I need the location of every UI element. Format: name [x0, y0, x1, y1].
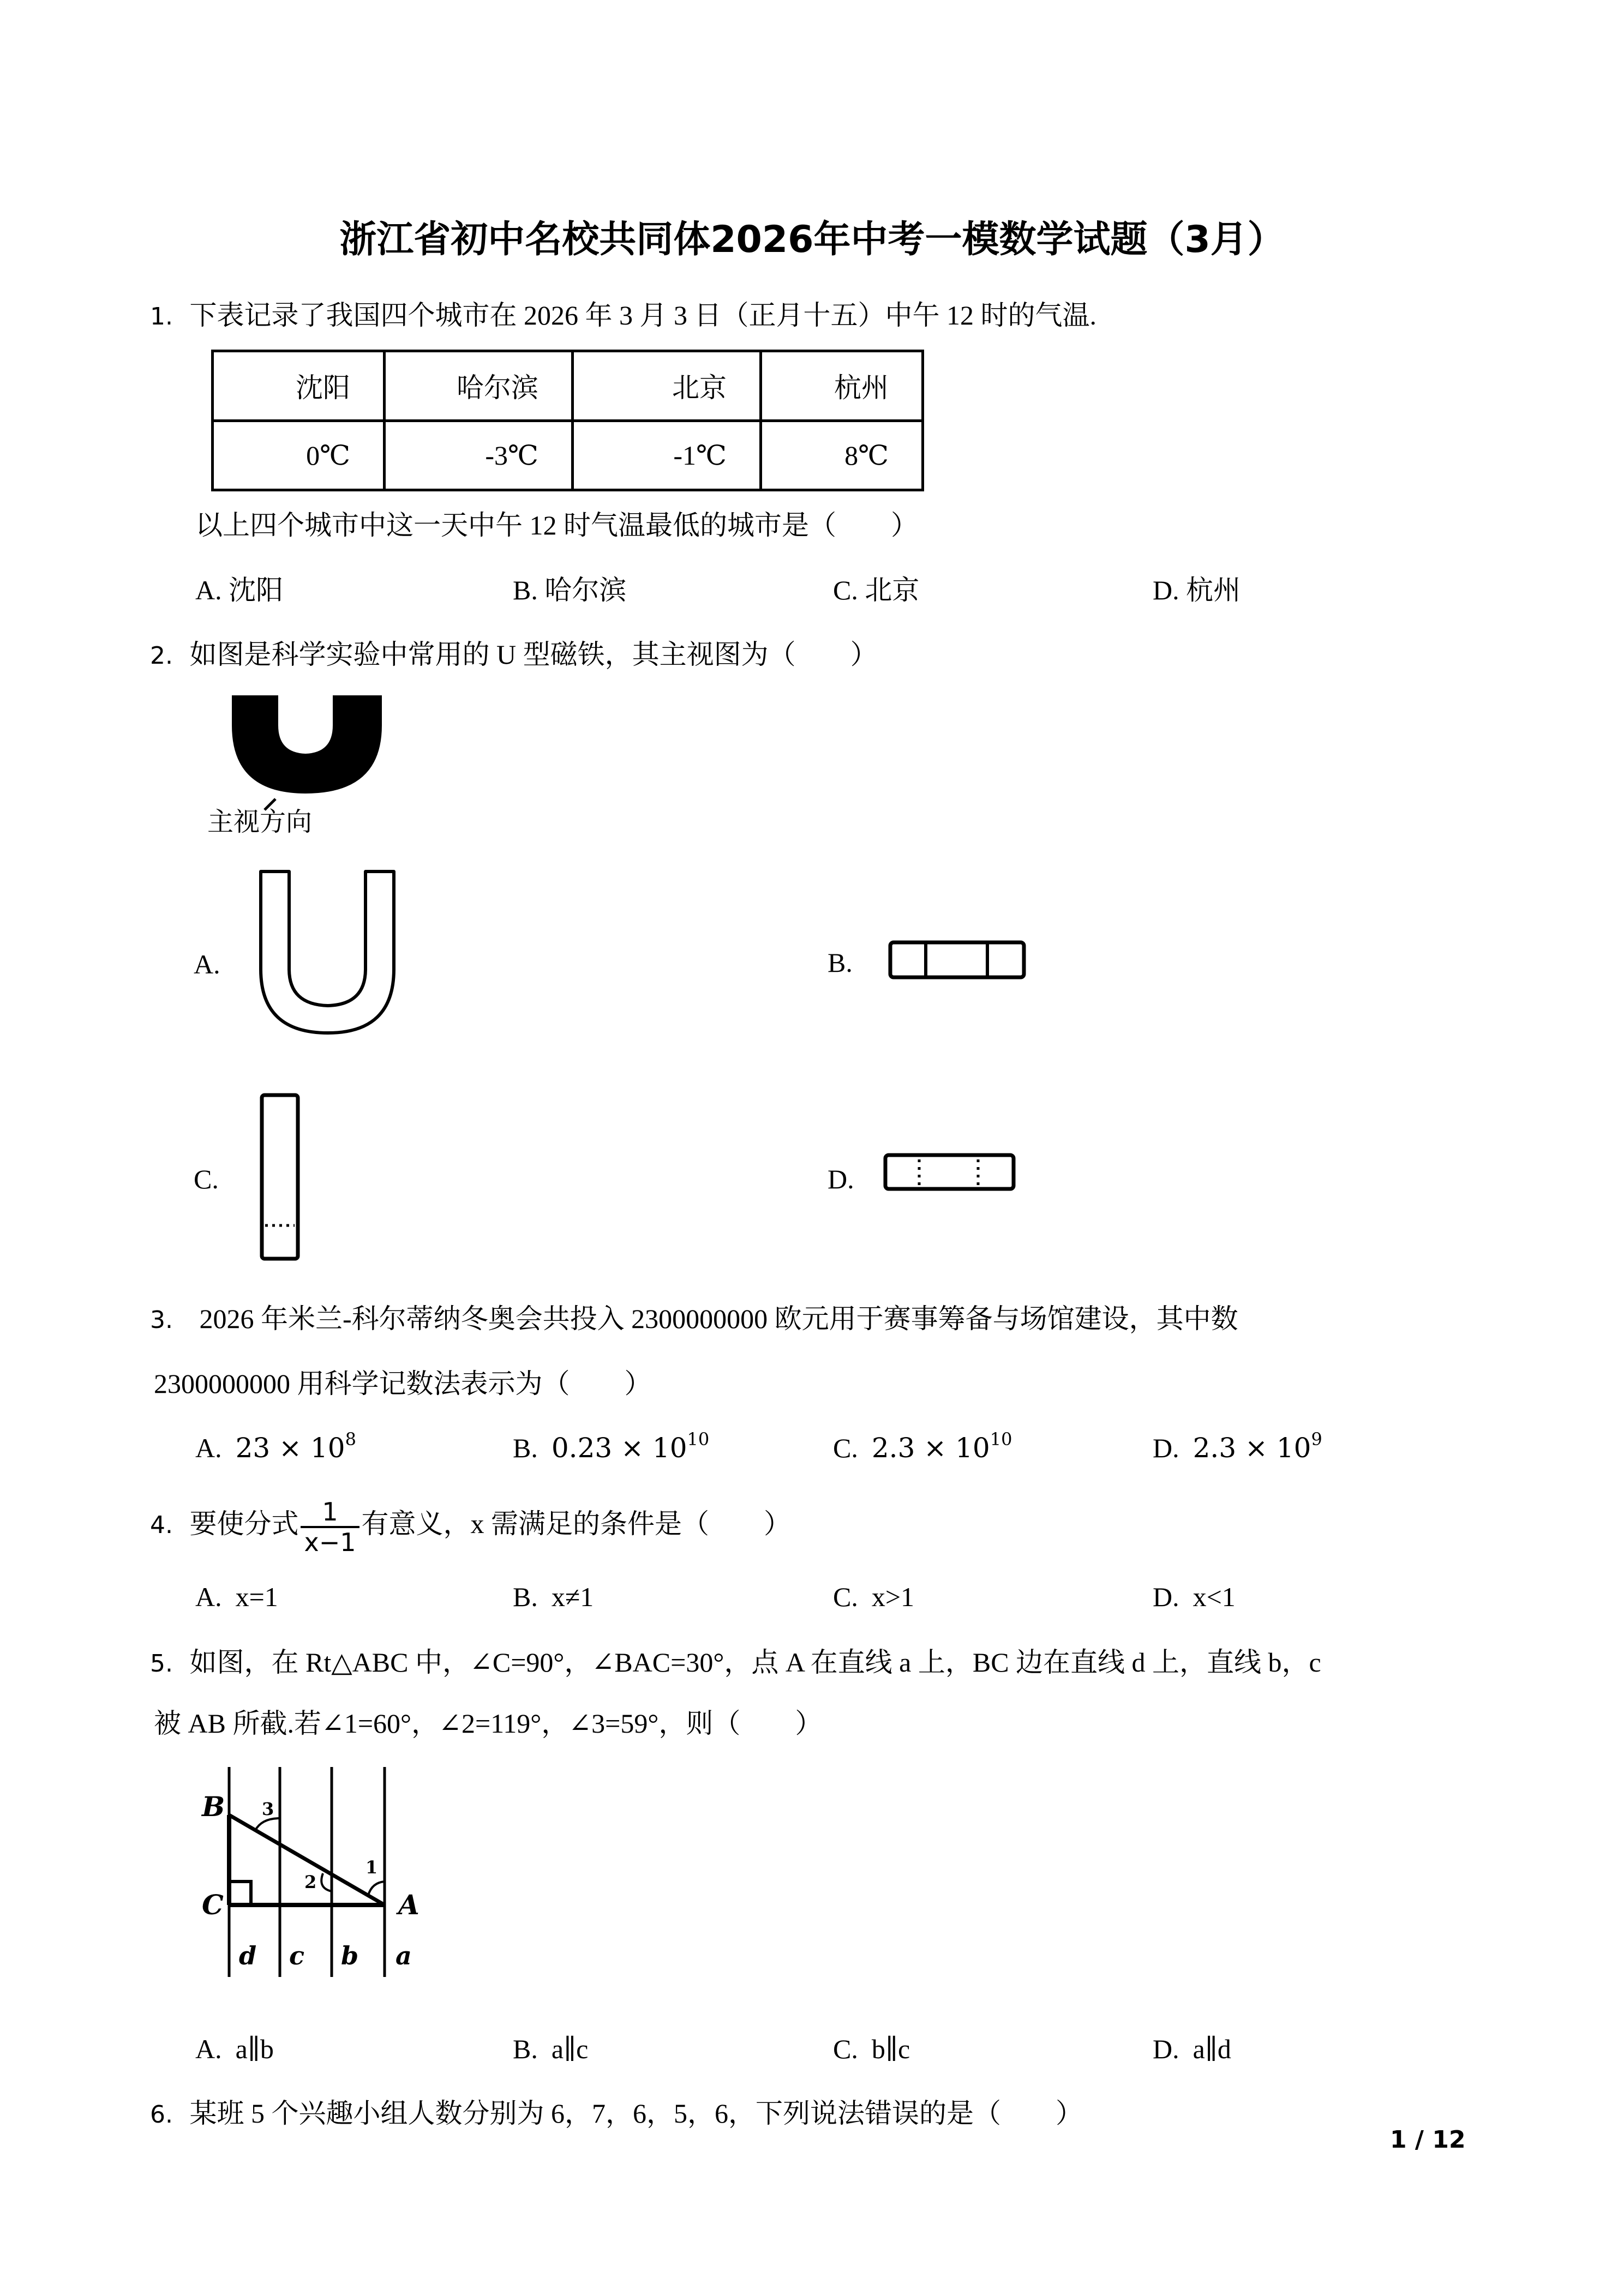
option-b-rect-three-cells[interactable] [888, 940, 1027, 981]
label-line-d: d [239, 1941, 257, 1970]
question-text: 如图是科学实验中常用的 U 型磁铁，其主视图为（ ） [189, 639, 878, 670]
option-label: D. [1153, 2034, 1179, 2064]
option-c[interactable] [833, 574, 919, 606]
option-text: a∥c [551, 2034, 589, 2064]
question-number: 6. [150, 2101, 173, 2129]
option-a-label[interactable]: A. [194, 949, 220, 979]
option-label: C. [833, 575, 858, 605]
option-d-label[interactable]: D. [828, 1164, 854, 1194]
base: 10 [1276, 1432, 1311, 1464]
coefficient: 0.23 [551, 1432, 613, 1464]
option-b[interactable] [513, 1429, 710, 1464]
option-label: B. [513, 1433, 538, 1463]
option-label: B. [513, 2034, 538, 2064]
fraction [301, 1498, 359, 1556]
option-label: B. [513, 575, 538, 605]
option-label: D. [1153, 575, 1179, 605]
angle-3-arc [255, 1818, 280, 1830]
question-number: 4. [150, 1511, 173, 1539]
question-5-line2: 被 AB 所截.若∠1=60°，∠2=119°，∠3=59°，则（ ） [154, 1708, 823, 1739]
u-magnet-shape [232, 695, 382, 794]
right-angle-mark [229, 1882, 251, 1905]
exponent: 9 [1311, 1429, 1322, 1450]
option-label: C. [833, 1582, 858, 1612]
option-text: 杭州 [1186, 575, 1241, 605]
times-sign: × [621, 1432, 644, 1464]
option-d[interactable] [1153, 1580, 1236, 1613]
label-angle-3: 3 [262, 1799, 274, 1819]
exponent: 10 [687, 1429, 710, 1450]
option-text: b∥c [871, 2034, 910, 2064]
option-a[interactable] [195, 574, 283, 606]
question-text-line1: 2026 年米兰-科尔蒂纳冬奥会共投入 2300000000 欧元用于赛事筹备与场馆建设，其中数 [199, 1303, 1238, 1334]
table-row-temperatures [213, 420, 923, 490]
label-b: B [202, 1790, 225, 1823]
angle-1-arc [368, 1882, 385, 1895]
question-1 [150, 299, 1096, 333]
option-d-rect-dotted-dividers[interactable] [883, 1153, 1016, 1192]
fraction-denominator: x−1 [304, 1527, 356, 1557]
table-cell: 沈阳 [213, 351, 385, 421]
exponent: 10 [990, 1429, 1012, 1450]
option-b[interactable] [513, 574, 626, 606]
table-cell: -1℃ [573, 420, 761, 490]
coefficient: 2.3 [1192, 1432, 1237, 1464]
option-label: C. [833, 1433, 858, 1463]
option-a-u-outline[interactable] [256, 868, 399, 1037]
times-sign: × [1245, 1432, 1268, 1464]
option-text: 哈尔滨 [544, 575, 627, 605]
exponent: 8 [345, 1429, 356, 1450]
page-number: 1 / 12 [1390, 2126, 1466, 2154]
table-cell: -3℃ [385, 420, 573, 490]
option-d[interactable] [1153, 2033, 1231, 2065]
fraction-numerator: 1 [301, 1498, 359, 1528]
question-text: 某班 5 个兴趣小组人数分别为 6，7，6，5，6，下列说法错误的是（ ） [189, 2098, 1083, 2129]
question-5 [150, 1646, 1321, 1680]
option-label: B. [513, 1582, 538, 1612]
question-number: 5. [150, 1650, 173, 1678]
option-d[interactable] [1153, 1429, 1322, 1464]
table-cell: 8℃ [761, 420, 923, 490]
option-label: A. [195, 2034, 222, 2064]
coefficient: 23 [235, 1432, 271, 1464]
option-b-label[interactable]: B. [828, 947, 853, 978]
question-number: 1. [150, 303, 173, 330]
base: 10 [310, 1432, 345, 1464]
table-cell: 杭州 [761, 351, 923, 421]
option-c[interactable] [833, 1580, 914, 1613]
triangle-parallel-lines-figure [196, 1762, 426, 1985]
question-6 [150, 2097, 1083, 2131]
question-2 [150, 638, 878, 672]
label-line-a: a [395, 1941, 412, 1970]
times-sign: × [279, 1432, 302, 1464]
question-3-line2: 2300000000 用科学记数法表示为（ ） [154, 1368, 652, 1399]
option-label: A. [195, 1433, 222, 1463]
option-a[interactable] [195, 2033, 274, 2065]
base: 10 [652, 1432, 687, 1464]
question-text-before: 要使分式 [189, 1508, 299, 1539]
option-text: x≠1 [551, 1582, 594, 1612]
question-text: 下表记录了我国四个城市在 2026 年 3 月 3 日（正月十五）中午 12 时的气温. [189, 300, 1096, 330]
option-label: D. [1153, 1582, 1179, 1612]
option-text: 沈阳 [229, 575, 284, 605]
option-label: C. [833, 2034, 858, 2064]
option-c[interactable] [833, 1429, 1012, 1464]
option-c-tall-rect-dotted[interactable] [260, 1093, 301, 1261]
option-text: a∥b [235, 2034, 274, 2064]
option-b[interactable] [513, 2033, 588, 2065]
label-line-b: b [341, 1941, 359, 1970]
coefficient: 2.3 [871, 1432, 915, 1464]
base: 10 [955, 1432, 990, 1464]
table-row-cities [213, 351, 923, 421]
question-number: 2. [150, 642, 173, 670]
label-line-c: c [289, 1941, 305, 1970]
temperature-table [211, 350, 924, 491]
option-text: x<1 [1192, 1582, 1236, 1612]
table-cell: 0℃ [213, 420, 385, 490]
option-c[interactable] [833, 2033, 910, 2065]
label-angle-1: 1 [365, 1857, 378, 1878]
option-a[interactable] [195, 1580, 278, 1613]
option-c-label[interactable]: C. [194, 1164, 219, 1194]
table-cell: 哈尔滨 [385, 351, 573, 421]
option-label: A. [195, 1582, 222, 1612]
question-text-line1: 如图，在 Rt△ABC 中，∠C=90°，∠BAC=30°，点 A 在直线 a 上，BC 边在直线 d 上，直线 b，c [189, 1647, 1321, 1678]
view-direction-label: 主视方向 [207, 807, 313, 837]
option-text: 北京 [865, 575, 920, 605]
option-label: A. [195, 575, 222, 605]
page-title: 浙江省初中名校共同体2026年中考一模数学试题（3月） [339, 218, 1285, 261]
question-4 [150, 1495, 791, 1556]
option-label: D. [1153, 1433, 1179, 1463]
label-a: A [398, 1889, 420, 1921]
option-text: a∥d [1192, 2034, 1231, 2064]
option-b[interactable] [513, 1580, 594, 1613]
option-a[interactable] [195, 1429, 356, 1464]
question-1-followup: 以上四个城市中这一天中午 12 时气温最低的城市是（ ） [195, 510, 918, 540]
option-text: x=1 [235, 1582, 278, 1612]
option-d[interactable] [1153, 574, 1241, 606]
question-number: 3. [150, 1306, 173, 1334]
angle-2-arc [321, 1873, 332, 1891]
option-text: x>1 [871, 1582, 915, 1612]
times-sign: × [924, 1432, 947, 1464]
table-cell: 北京 [573, 351, 761, 421]
label-angle-2: 2 [304, 1872, 317, 1892]
question-3 [150, 1302, 1238, 1337]
question-text-after: 有意义，x 需满足的条件是（ ） [361, 1508, 792, 1539]
label-c: C [202, 1889, 224, 1921]
